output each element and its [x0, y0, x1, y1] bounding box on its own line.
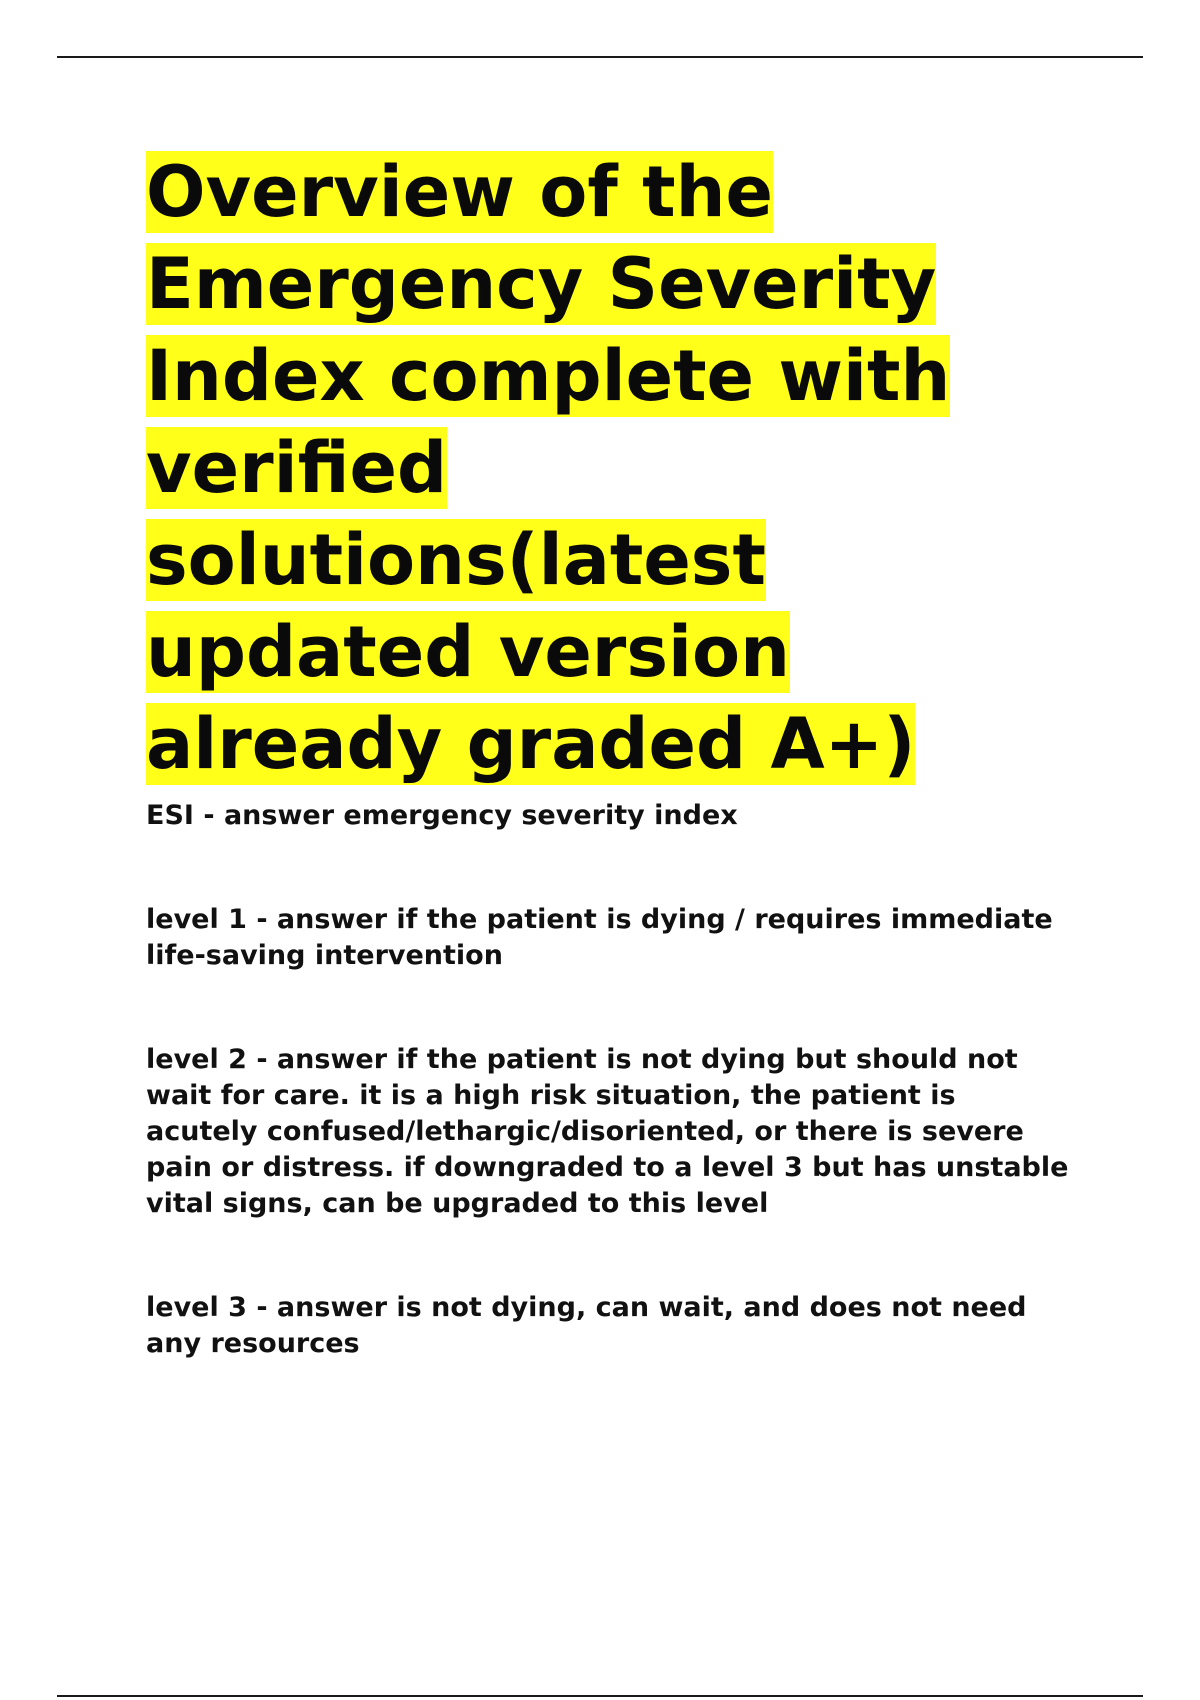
title-highlight: Overview of the Emergency Severity Index complete with verified solutions(latest updated version already graded A+): [146, 151, 951, 785]
document-body: [146, 146, 1106, 1362]
entry-esi: ESI - answer emergency severity index: [146, 800, 738, 831]
entry-level-1: level 1 - answer if the patient is dying / requires immediate life-saving intervention: [146, 904, 1053, 971]
bottom-divider: [57, 1695, 1143, 1697]
top-divider: [57, 56, 1143, 58]
document-title: [146, 146, 1006, 790]
entry-level-3: level 3 - answer is not dying, can wait, and does not need any resources: [146, 1292, 1027, 1359]
entry-level-2: level 2 - answer if the patient is not dying but should not wait for care. it is a high risk situation, the patient is acutely confused/lethargic/disoriented, or there is severe pain or distress. if downgraded to a level 3 but has unstable vital signs, can be upgraded to this level: [146, 1044, 1069, 1219]
